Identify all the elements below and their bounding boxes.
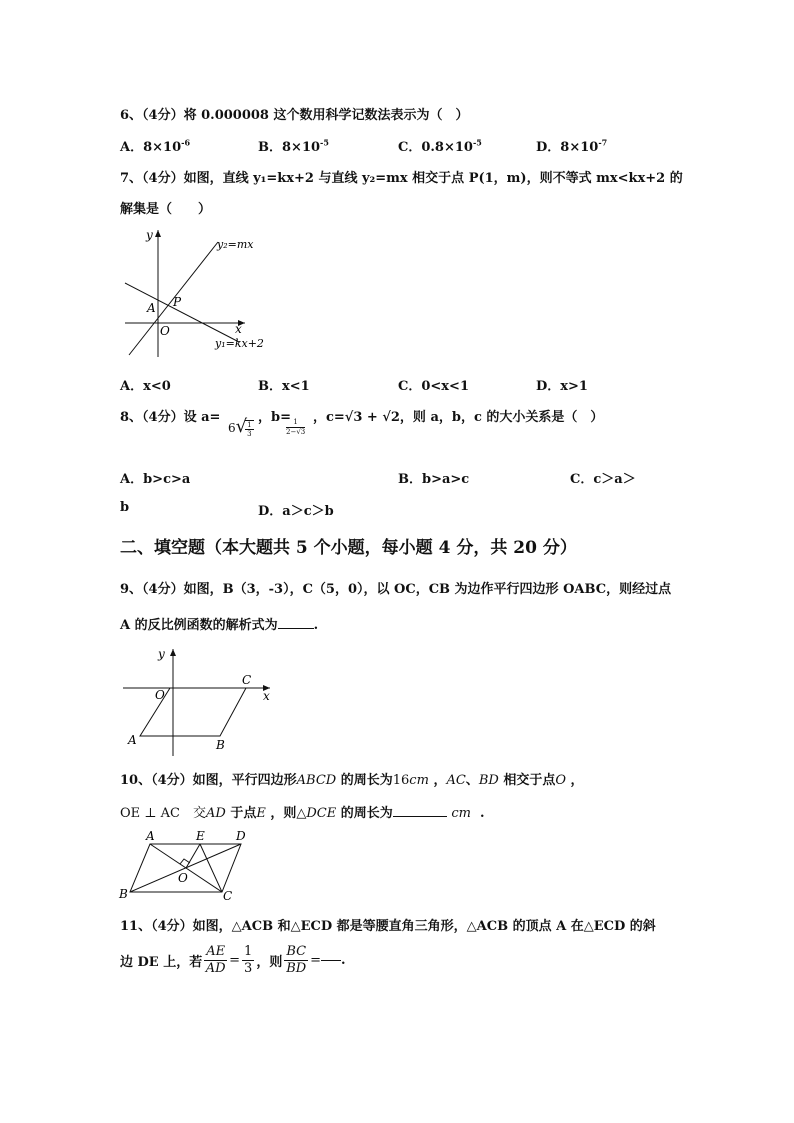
q11-fraction-bc-bd: $\frac{BC}{BD}$	[286, 943, 307, 976]
q8-prefix: 8、（4分）设 a=	[120, 410, 221, 425]
q7-label-line2: y₁=kx+2	[215, 337, 264, 350]
q8-option-d: D．a＞c＞b	[258, 504, 334, 519]
q7-label-p: P	[173, 295, 182, 309]
q7-stem-line2: 解集是（ ）	[120, 202, 212, 217]
q7-option-a: A．x<0	[120, 379, 171, 394]
q9-line1: 9、（4分）如图，B（3，-3），C（5，0），以 OC，CB 为边作平行四边形 OABC，则经过点	[120, 582, 672, 597]
q9-label-y: y	[158, 647, 165, 661]
q8-option-c-wrap: b	[120, 500, 130, 515]
q10-label-a: A	[146, 829, 155, 843]
q11-line1: 11、（4分）如图，△ACB 和△ECD 都是等腰直角三角形，△ACB 的顶点 A 在△ECD 的斜	[120, 919, 656, 934]
q10-label-o: O	[178, 871, 188, 885]
q6-option-b: B．$8\times 10^{-5}$	[258, 137, 329, 155]
q10-label-c: C	[223, 889, 233, 903]
q9-answer-blank	[278, 628, 314, 629]
q11-line2: 边 DE 上，若 $\frac{AE}{AD}$ = $\frac{1}{3}$ ，则 $\frac{BC}{BD}$ = .	[120, 943, 346, 976]
q10-figure	[116, 826, 256, 906]
q7-label-o: O	[160, 324, 170, 338]
q7-figure	[115, 222, 275, 362]
q8-a-expression: 6√ $\frac{1}{3}$	[228, 416, 252, 438]
q9-label-b: B	[216, 738, 225, 752]
q8-option-c: C．c＞a＞	[570, 472, 636, 487]
q9-label-c: C	[242, 673, 252, 687]
q9-figure	[118, 642, 283, 760]
q7-label-a: A	[147, 301, 156, 315]
q6-option-c: C．$0.8\times 10^{-5}$	[398, 137, 482, 155]
q10-line1: 10、（4分）如图，平行四边形ABCD 的周长为16cm ，AC、BD 相交于点O ，	[120, 773, 584, 788]
q7-line-kx2	[125, 283, 239, 342]
q11-fraction-ae-ad: $\frac{AE}{AD}$	[205, 943, 226, 976]
q9-y-arrow	[170, 649, 176, 656]
q10-answer-blank	[393, 816, 447, 817]
q10-label-b: B	[119, 887, 128, 901]
q6-stem: 6、（4分）将 0.000008 这个数用科学记数法表示为（ ）	[120, 108, 469, 123]
q7-label-x: x	[235, 322, 242, 336]
q10-label-d: D	[236, 829, 246, 843]
q6-option-a: A．$8\times 10^{-6}$	[120, 137, 191, 155]
q7-option-d: D．x>1	[536, 379, 588, 394]
section-2-title: 二、填空题（本大题共 5 个小题，每小题 4 分，共 20 分）	[120, 538, 577, 558]
q8-b-fraction: $\frac{1}{2-√3}$	[286, 418, 306, 436]
q10-line2: OE ⊥ AC 交AD 于点E ，则△DCE 的周长为 cm .	[120, 806, 485, 821]
q11-fraction-one-third: $\frac{1}{3}$	[244, 943, 253, 976]
q7-stem-line1: 7、（4分）如图，直线 y₁=kx+2 与直线 y₂=mx 相交于点 P(1，m)，则不等式 mx<kx+2 的	[120, 171, 683, 186]
q7-option-c: C．0<x<1	[398, 379, 469, 394]
q6-option-d: D．$8\times 10^{-7}$	[536, 137, 608, 155]
q11-answer-blank	[321, 960, 341, 961]
q9-label-x: x	[263, 689, 270, 703]
q8-b-label: ，b=	[258, 410, 291, 425]
q9-label-o: O	[155, 688, 165, 702]
q7-label-line1: y₂=mx	[217, 238, 254, 251]
q8-option-a: A．b>c>a	[120, 472, 191, 487]
q8-option-b: B．b>a>c	[398, 472, 470, 487]
q7-label-y: y	[146, 228, 153, 242]
q7-y-arrow	[155, 230, 161, 237]
q8-c-and-question: ，c=√3 + √2，则 a，b，c 的大小关系是（ ）	[313, 410, 604, 425]
q9-line2: A 的反比例函数的解析式为 .	[120, 618, 319, 633]
q10-label-e: E	[196, 829, 205, 843]
q7-option-b: B．x<1	[258, 379, 310, 394]
q9-label-a: A	[128, 733, 137, 747]
